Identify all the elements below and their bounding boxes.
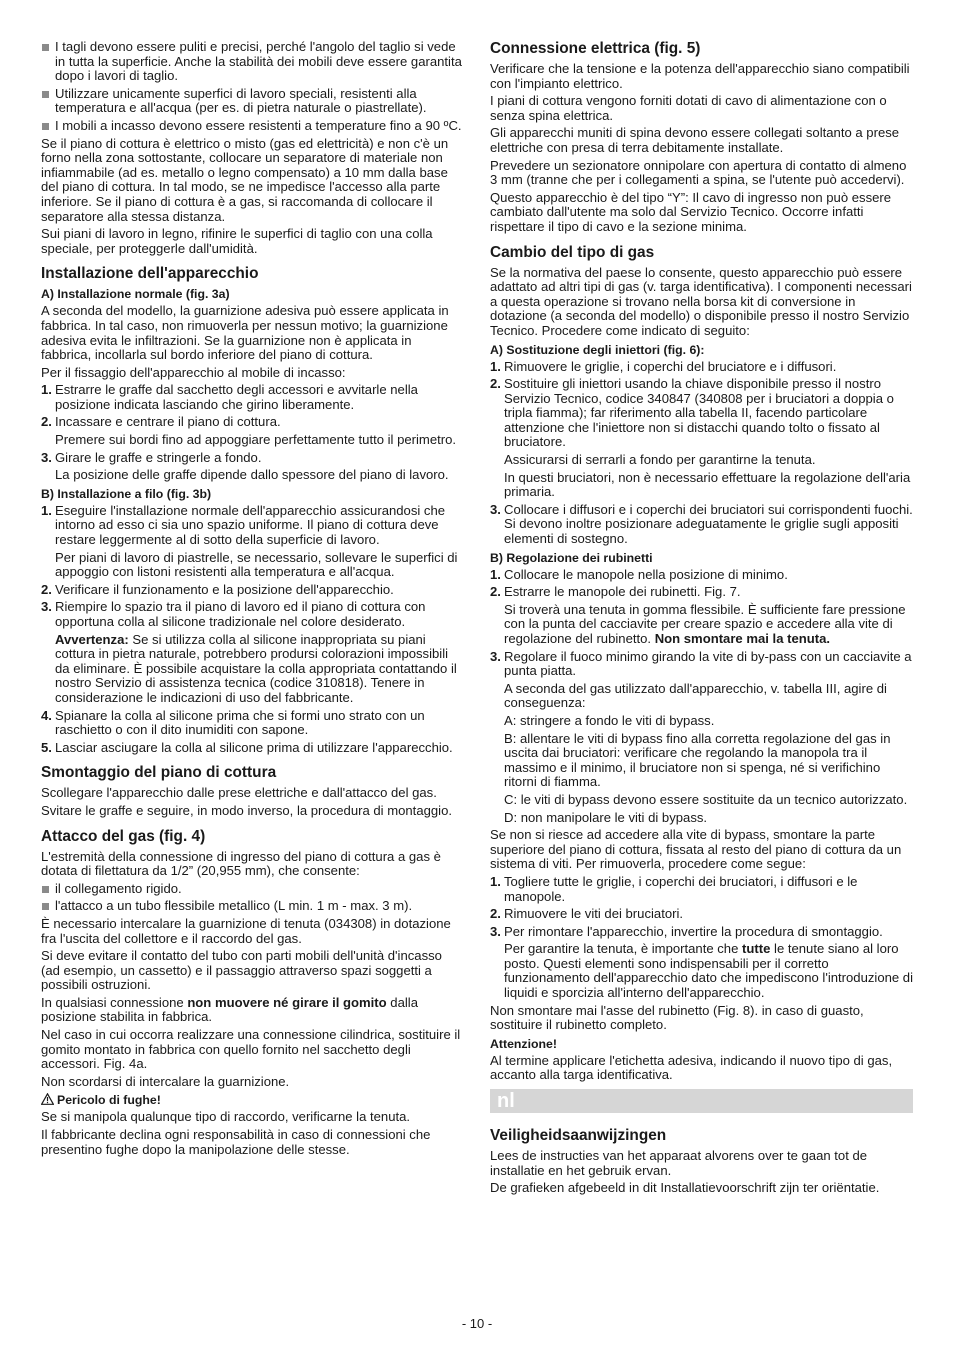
paragraph: B: allentare le viti di bypass fino alla corretta regolazione del gas in uscita dai bruciatori: verificare che regolando la manopola tra il massimo e il minimo, il bruciatore non si spenga, né si verifichino ritorni di fiamma.	[504, 730, 891, 790]
paragraph: Il fabbricante declina ogni responsabilità in caso di connessioni che presentino fughe dopo la manipolazione delle stesse.	[41, 1127, 431, 1157]
list-item: Utilizzare unicamente superfici di lavoro speciali, resistenti alla temperatura e all'acqua (per es. di pietra naturale o piastrellate).	[41, 87, 463, 116]
paragraph: Se il piano di cottura è elettrico o misto (gas ed elettricità) e non c'è un forno nella zona sottostante, collocare un separatore di materiale non infiammabile (ad es. metallo o legno compensato) a 10 mm dalla base del piano di cottura. In tal modo, se ne impedisce l'accesso alla parte inferiore. Se il piano di cottura è a gas, si raccomanda di collocare il separatore alla stessa distanza.	[41, 135, 449, 224]
list-item: 2. Estrarre le manopole dei rubinetti. Fig. 7.	[490, 584, 741, 600]
paragraph: Al termine applicare l'etichetta adesiva, indicando il nuovo tipo di gas, accanto alla targa identificativa.	[490, 1052, 893, 1083]
paragraph: Assicurarsi di serrarli a fondo per garantirne la tenuta.	[504, 452, 816, 468]
paragraph: D: non manipolare le viti di bypass.	[504, 809, 708, 825]
paragraph: Scollegare l'apparecchio dalle prese elettriche e dall'attacco del gas.	[41, 785, 437, 801]
paragraph: Questo apparecchio è del tipo “Y”: Il cavo di ingresso non può essere cambiato dall'utente ma solo dal Servizio Tecnico. Occorre infatti rispettare il tipo di cavo e la sezione minima.	[490, 189, 892, 234]
paragraph: Nel caso in cui occorra realizzare una connessione cilindrica, sostituire il gomito montato in fabbrica con quello fornito nel sacchetto degli accessori. Fig. 4a.	[41, 1027, 461, 1072]
paragraph: Per il fissaggio dell'apparecchio al mobile di incasso:	[41, 364, 346, 380]
attention-heading: Attenzione!	[490, 1036, 557, 1051]
paragraph: A: stringere a fondo le viti di bypass.	[504, 712, 715, 728]
paragraph: Per piani di lavoro di piastrelle, se necessario, sollevare le superfici di appoggio con listoni resistenti alla temperatura e all'acqua.	[55, 549, 458, 580]
page-number: - 10 -	[461, 1316, 493, 1331]
paragraph: C: le viti di bypass devono essere sostituite da un tecnico autorizzato.	[504, 791, 908, 807]
warning-triangle-icon	[41, 1093, 54, 1105]
list-item: 4. Spianare la colla al silicone prima che si formi uno strato con un raschietto o con il dito inumiditi con sapone.	[41, 707, 425, 738]
paragraph: Se non si riesce ad accedere alla vite di bypass, smontare la parte superiore del piano di cottura, fissata al resto del piano di cottura da un sistema di viti. Per rimuoverla, procedere come segue:	[490, 827, 902, 872]
list-item: 3. Regolare il fuoco minimo girando la vite di by-pass con un cacciavite a punta piatta.	[490, 648, 912, 679]
heading-installazione: Installazione dell'apparecchio	[41, 265, 259, 283]
subheading-iniettori: A) Sostituzione degli iniettori (fig. 6):	[490, 342, 705, 357]
list-item: 1. Estrarre le graffe dal sacchetto degli accessori e avvitarle nella posizione indicata lasciando che girino liberamente.	[41, 382, 418, 412]
paragraph: Si deve evitare il contatto del tubo con parti mobili dell'unità d'incasso (ad esempio, un cassetto) e il passaggio attraverso spazi soggetti a possibili ostruzioni.	[41, 948, 442, 993]
list-item: 2. Incassare e centrare il piano di cottura.	[41, 414, 281, 430]
paragraph: In questi bruciatori, non è necessario effettuare la regolazione dell'aria primaria.	[504, 469, 911, 500]
right-column	[490, 40, 913, 1199]
paragraph: Svitare le graffe e seguire, in modo inverso, la procedura di montaggio.	[41, 802, 452, 818]
paragraph: A seconda del gas utilizzato dall'apparecchio, v. tabella III, agire di conseguenza:	[504, 680, 887, 711]
paragraph: Lees de instructies van het apparaat alvorens over te gaan tot de installatie en het gebruik ervan.	[490, 1148, 868, 1178]
paragraph: La posizione delle graffe dipende dallo spessore del piano di lavoro.	[55, 467, 449, 483]
left-column	[41, 40, 463, 1160]
paragraph: De grafieken afgebeeld in dit Installatievoorschrift zijn ter oriëntatie.	[490, 1180, 880, 1196]
paragraph: Si troverà una tenuta in gomma flessibile. È sufficiente fare pressione con la punta del cacciavite per creare spazio e accedere alla vite di regolazione del rubinetto. Non smontare mai la tenuta.	[504, 601, 906, 646]
paragraph: Se si manipola qualunque tipo di raccordo, verificarne la tenuta.	[41, 1109, 411, 1125]
list-item: 3. Collocare i diffusori e i coperchi dei bruciatori sui corrispondenti fuochi. Si devono inoltre posizionare adeguatamente le griglie sugli appositi elementi di sostegno.	[490, 501, 913, 547]
paragraph: Prevedere un sezionatore onnipolare con apertura di contatto di almeno 3 mm (tranne che per i collegamenti a spina, se l'utente può accedervi).	[490, 157, 907, 188]
list-item: 1. Collocare le manopole nella posizione di minimo.	[490, 566, 788, 582]
paragraph: In qualsiasi connessione non muovere né girare il gomito dalla posizione stabilita in fabbrica.	[41, 994, 418, 1025]
language-band	[490, 1089, 913, 1113]
list-item: 3. Per rimontare l'apparecchio, invertire la procedura di smontaggio.	[490, 923, 883, 939]
paragraph: Sui piani di lavoro in legno, rifinire le superfici di taglio con una colla speciale, per proteggerle dall'umidità.	[41, 226, 433, 256]
danger-heading: Pericolo di fughe!	[41, 1093, 463, 1107]
paragraph: Non scordarsi di intercalare la guarnizione.	[41, 1073, 290, 1089]
subheading-installazione-normale: A) Installazione normale (fig. 3a)	[41, 287, 230, 302]
paragraph: Per garantire la tenuta, è importante che tutte le tenute siano al loro posto. Questi elementi sono indispensabili per il corretto funzionamento dell'apparecchio dato che impediscono l'introduzione di liquidi e sporcizia all'interno dell'apparecchio.	[504, 941, 913, 1001]
list-item: I tagli devono essere puliti e precisi, perché l'angolo del taglio si vede in tutta la superficie. Anche la stabilità dei mobili deve essere garantita dopo i lavori di taglio.	[41, 40, 463, 84]
list-item: 2. Verificare il funzionamento e la posizione dell'apparecchio.	[41, 581, 394, 597]
paragraph: È necessario intercalare la guarnizione di tenuta (034308) in dotazione fra l'uscita del collettore e il raccordo del gas.	[41, 915, 451, 946]
list-item: 1. Rimuovere le griglie, i coperchi del bruciatore e i diffusori.	[490, 358, 837, 374]
subheading-installazione-filo: B) Installazione a filo (fig. 3b)	[41, 486, 212, 501]
paragraph: I piani di cottura vengono forniti dotati di cavo di alimentazione con o senza spina elettrica.	[490, 93, 887, 123]
list-item: 1. Eseguire l'installazione normale dell'apparecchio assicurandosi che intorno ad esso ci sia uno spazio uniforme. Il piano di cottura deve restare leggermente al di sotto della superficie di lavoro.	[41, 502, 446, 548]
paragraph: Verificare che la tensione e la potenza dell'apparecchio siano compatibili con l'impianto elettrico.	[490, 61, 910, 91]
language-code: nl	[497, 1090, 515, 1113]
list-item: 1. Togliere tutte le griglie, i coperchi dei bruciatori, i diffusori e le manopole.	[490, 873, 858, 904]
list-item: il collegamento rigido.	[41, 882, 463, 897]
paragraph: Non smontare mai l'asse del rubinetto (Fig. 8). in caso di guasto, sostituire il rubinetto completo.	[490, 1002, 864, 1033]
list-item: l'attacco a un tubo flessibile metallico (L min. 1 m - max. 3 m).	[41, 899, 463, 914]
list-item: 3. Riempire lo spazio tra il piano di lavoro ed il piano di cottura con opportuna colla al silicone tradizionale nel colore desiderato.	[41, 599, 426, 629]
list-item: 5. Lasciar asciugare la colla al silicone prima di utilizzare l'apparecchio.	[41, 739, 453, 755]
subheading-rubinetti: B) Regolazione dei rubinetti	[490, 550, 653, 565]
heading-attacco-gas: Attacco del gas (fig. 4)	[41, 827, 206, 845]
list-item: 2. Sostituire gli iniettori usando la chiave disponibile presso il nostro Servizio Tecnico, codice 340847 (340808 per i bruciatori a doppia o tripla fiamma); far riferimento alla tabella II, facendo particolare attenzione che l'iniettore non si distacchi quando tolto o fissato al bruciatore.	[490, 376, 894, 450]
list-item: 2. Rimuovere le viti dei bruciatori.	[490, 906, 684, 922]
paragraph: Se la normativa del paese lo consente, questo apparecchio può essere adattato ad altri tipi di gas (v. targa identificativa). I componenti necessari a questa operazione si trovano nella borsa kit di conversione in dotazione (a seconda del modello) o disponibile presso il nostro Servizio Tecnico. Procedere come indicato di seguito:	[490, 264, 912, 338]
paragraph: A seconda del modello, la guarnizione adesiva può essere applicata in fabbrica. In tal caso, non rimuoverla per nessun motivo; la guarnizione adesiva evita le infiltrazioni. Se la guarnizione non è applicata in fabbrica, incollarla sul bordo inferiore del piano di cottura.	[41, 303, 449, 363]
list-item: I mobili a incasso devono essere resistenti a temperature fino a 90 ºC.	[41, 119, 463, 134]
paragraph: L'estremità della connessione di ingresso del piano di cottura a gas è dotata di filettatura da 1/2” (20,955 mm), che consente:	[41, 848, 441, 879]
list-item: 3. Girare le graffe e stringerle a fondo.	[41, 449, 262, 465]
heading-cambio-gas: Cambio del tipo di gas	[490, 243, 655, 261]
paragraph: Premere sui bordi fino ad appoggiare perfettamente tutto il perimetro.	[55, 432, 457, 448]
heading-connessione-elettrica: Connessione elettrica (fig. 5)	[490, 40, 701, 57]
heading-smontaggio: Smontaggio del piano di cottura	[41, 764, 277, 782]
heading-veiligheid: Veiligheidsaanwijzingen	[490, 1127, 667, 1145]
warning-paragraph: Avvertenza: Se si utilizza colla al silicone inappropriata su piani cottura in pietra naturale, potrebbero prodursi colorazioni impossibili da eliminare. È possibile acquistare la colla appropriata contattando il nostro Servizio di assistenza tecnica (codice 310818). Tenere in considerazione le indicazioni di uso del fabbricante.	[55, 631, 457, 705]
paragraph: Gli apparecchi muniti di spina devono essere collegati soltanto a prese elettriche con presa di terra debitamente installate.	[490, 125, 900, 155]
